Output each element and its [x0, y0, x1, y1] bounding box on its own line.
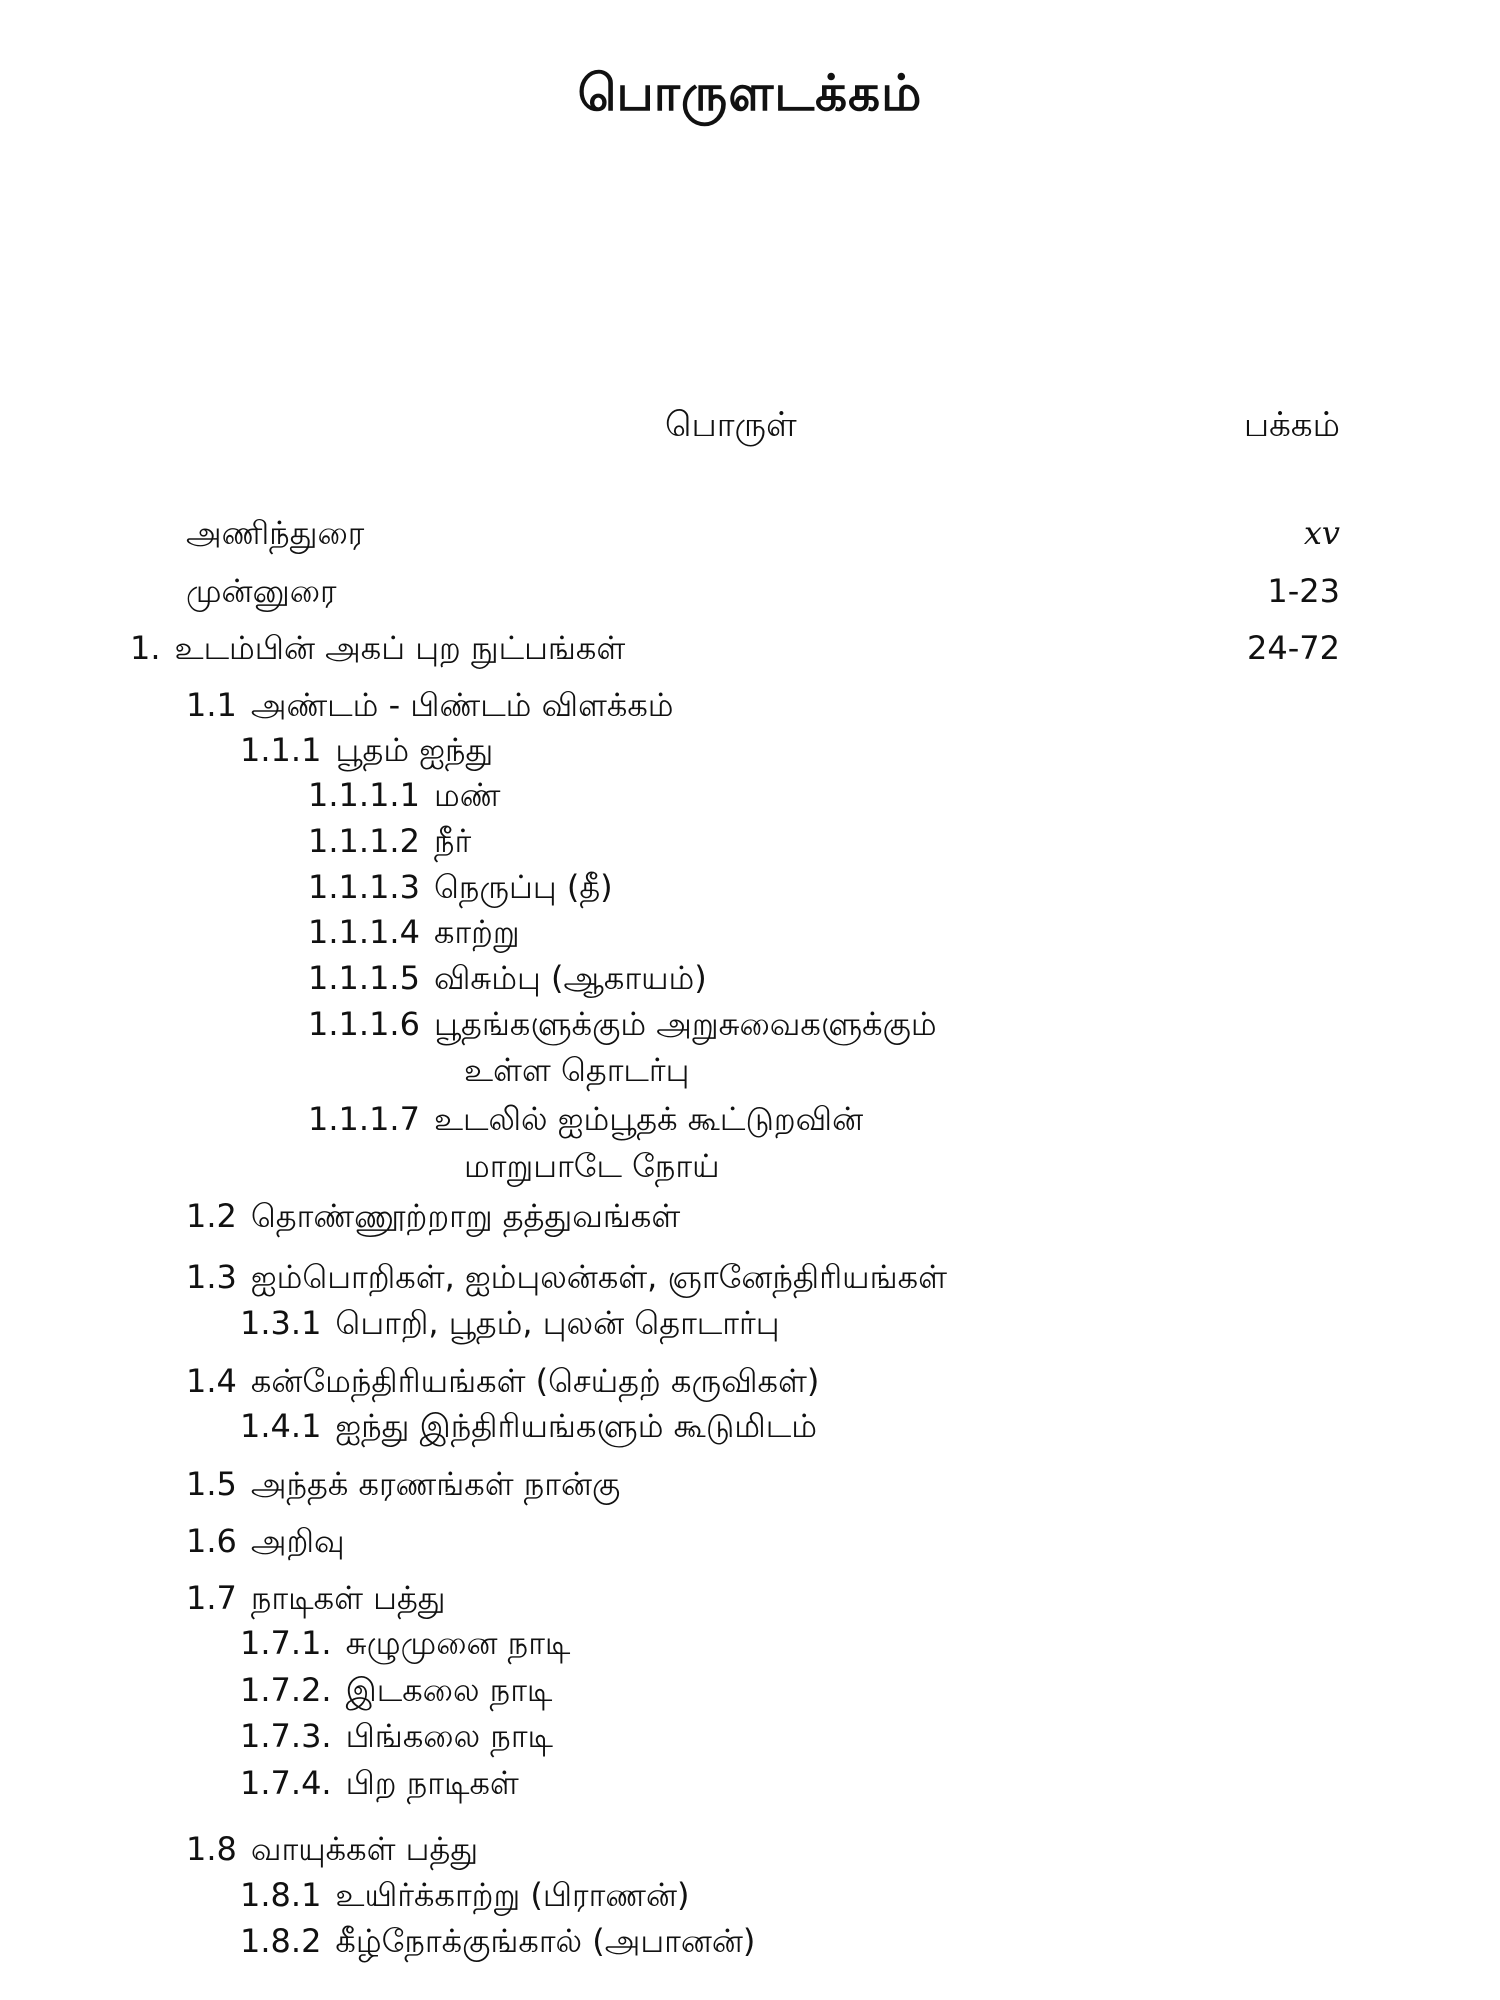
toc-entry-number: 1.1 — [186, 686, 237, 724]
toc-entry — [186, 1193, 680, 1239]
toc-entry-title: சுழுமுனை நாடி — [345, 1624, 571, 1662]
toc-entry — [186, 510, 364, 556]
toc-entry — [240, 1713, 553, 1759]
toc-entry-title: நீர் — [433, 822, 472, 860]
toc-entry-number: 1.1.1.5 — [308, 959, 420, 997]
toc-entry-title: வாயுக்கள் பத்து — [250, 1830, 479, 1868]
toc-entry-number: 1.7.3. — [240, 1717, 332, 1755]
toc-entry — [186, 1518, 345, 1564]
toc-entry-number: 1.1.1.6 — [308, 1005, 420, 1043]
toc-entry — [186, 682, 674, 728]
toc-entry — [240, 1760, 519, 1806]
toc-entry-title: பிங்கலை நாடி — [345, 1717, 554, 1755]
toc-entry — [186, 568, 337, 614]
toc-entry-number: 1.4 — [186, 1362, 237, 1400]
toc-entry-title: அண்டம் - பிண்டம் விளக்கம் — [250, 686, 674, 724]
toc-entry — [308, 864, 613, 910]
toc-entry-title: ஐந்து இந்திரியங்களும் கூடுமிடம் — [335, 1407, 817, 1445]
toc-entry-number: 1.8 — [186, 1830, 237, 1868]
toc-entry — [240, 1918, 755, 1964]
toc-entry-number: 1. — [130, 629, 161, 667]
toc-entry-number: 1.5 — [186, 1465, 237, 1503]
toc-entry — [186, 1826, 478, 1872]
toc-entry-number: 1.7.4. — [240, 1764, 332, 1802]
toc-entry — [308, 1096, 863, 1142]
toc-entry-title: நாடிகள் பத்து — [250, 1579, 446, 1617]
toc-entry — [240, 1872, 690, 1918]
toc-entry-title: பொறி, பூதம், புலன் தொடார்பு — [335, 1304, 780, 1342]
toc-entry-title: அறிவு — [250, 1522, 345, 1560]
toc-entry-title: விசும்பு (ஆகாயம்) — [433, 959, 707, 997]
toc-entry-number: 1.1.1.4 — [308, 913, 420, 951]
toc-entry-number: 1.1.1.1 — [308, 776, 420, 814]
toc-entry-number: 1.8.2 — [240, 1922, 322, 1960]
subject-column-heading: பொருள் — [665, 405, 797, 445]
toc-entry-continuation: மாறுபாடே நோய் — [464, 1147, 720, 1185]
toc-entry-number: 1.1.1.2 — [308, 822, 420, 860]
toc-entry — [186, 1461, 620, 1507]
toc-entry — [308, 909, 520, 955]
toc-entry-pages: xv — [1303, 514, 1340, 552]
toc-entry-number: 1.3.1 — [240, 1304, 322, 1342]
page-title: பொருளடக்கம் — [577, 64, 923, 122]
toc-entry-number: 1.1.1 — [240, 731, 322, 769]
toc-entry — [308, 772, 500, 818]
toc-entry-title: கீழ்நோக்குங்கால் (அபானன்) — [335, 1922, 756, 1960]
toc-entry-title: முன்னுரை — [186, 572, 337, 610]
toc-entry-title: இடகலை நாடி — [345, 1671, 553, 1709]
toc-entry — [130, 625, 625, 671]
toc-entry — [186, 1575, 446, 1621]
toc-entry-pages: 1-23 — [1267, 572, 1340, 610]
toc-entry-title: உயிர்க்காற்று (பிராணன்) — [335, 1876, 690, 1914]
toc-entry — [186, 1254, 947, 1300]
toc-entry-title: நெருப்பு (தீ) — [433, 868, 613, 906]
toc-entry — [186, 1358, 819, 1404]
toc-entry-title: கன்மேந்திரியங்கள் (செய்தற் கருவிகள்) — [250, 1362, 820, 1400]
toc-entry-number: 1.1.1.7 — [308, 1100, 420, 1138]
toc-entry-title: பூதம் ஐந்து — [335, 731, 494, 769]
toc-entry-title: அந்தக் கரணங்கள் நான்கு — [250, 1465, 621, 1503]
toc-entry-title: தொண்ணூற்றாறு தத்துவங்கள் — [250, 1197, 681, 1235]
toc-entry-pages: 24-72 — [1247, 629, 1340, 667]
toc-entry-title: உடம்பின் அகப் புற நுட்பங்கள் — [174, 629, 626, 667]
toc-entry-title: ஐம்பொறிகள், ஐம்புலன்கள், ஞானேந்திரியங்கள் — [250, 1258, 947, 1296]
toc-entry — [240, 1667, 552, 1713]
toc-entry-title: மண் — [433, 776, 501, 814]
toc-entry-title: காற்று — [433, 913, 520, 951]
toc-entry-number: 1.6 — [186, 1522, 237, 1560]
toc-entry-title: பிற நாடிகள் — [345, 1764, 519, 1802]
toc-entry-number: 1.1.1.3 — [308, 868, 420, 906]
toc-entry — [240, 1403, 817, 1449]
toc-entry — [308, 1001, 937, 1047]
toc-entry-number: 1.7.2. — [240, 1671, 332, 1709]
toc-entry-title: அணிந்துரை — [186, 514, 365, 552]
toc-entry — [308, 818, 471, 864]
toc-entry-number: 1.7 — [186, 1579, 237, 1617]
toc-entry — [240, 727, 493, 773]
toc-entry-title: உடலில் ஐம்பூதக் கூட்டுறவின் — [433, 1100, 864, 1138]
toc-entry — [240, 1300, 780, 1346]
toc-entry-title: பூதங்களுக்கும் அறுசுவைகளுக்கும் — [433, 1005, 937, 1043]
toc-entry-number: 1.3 — [186, 1258, 237, 1296]
toc-entry — [240, 1620, 570, 1666]
page-column-heading: பக்கம் — [1243, 405, 1340, 445]
toc-entry-number: 1.8.1 — [240, 1876, 322, 1914]
toc-entry — [308, 955, 707, 1001]
toc-entry-number: 1.2 — [186, 1197, 237, 1235]
toc-entry-continuation: உள்ள தொடர்பு — [464, 1051, 690, 1089]
toc-entry-number: 1.4.1 — [240, 1407, 322, 1445]
toc-entry-number: 1.7.1. — [240, 1624, 332, 1662]
